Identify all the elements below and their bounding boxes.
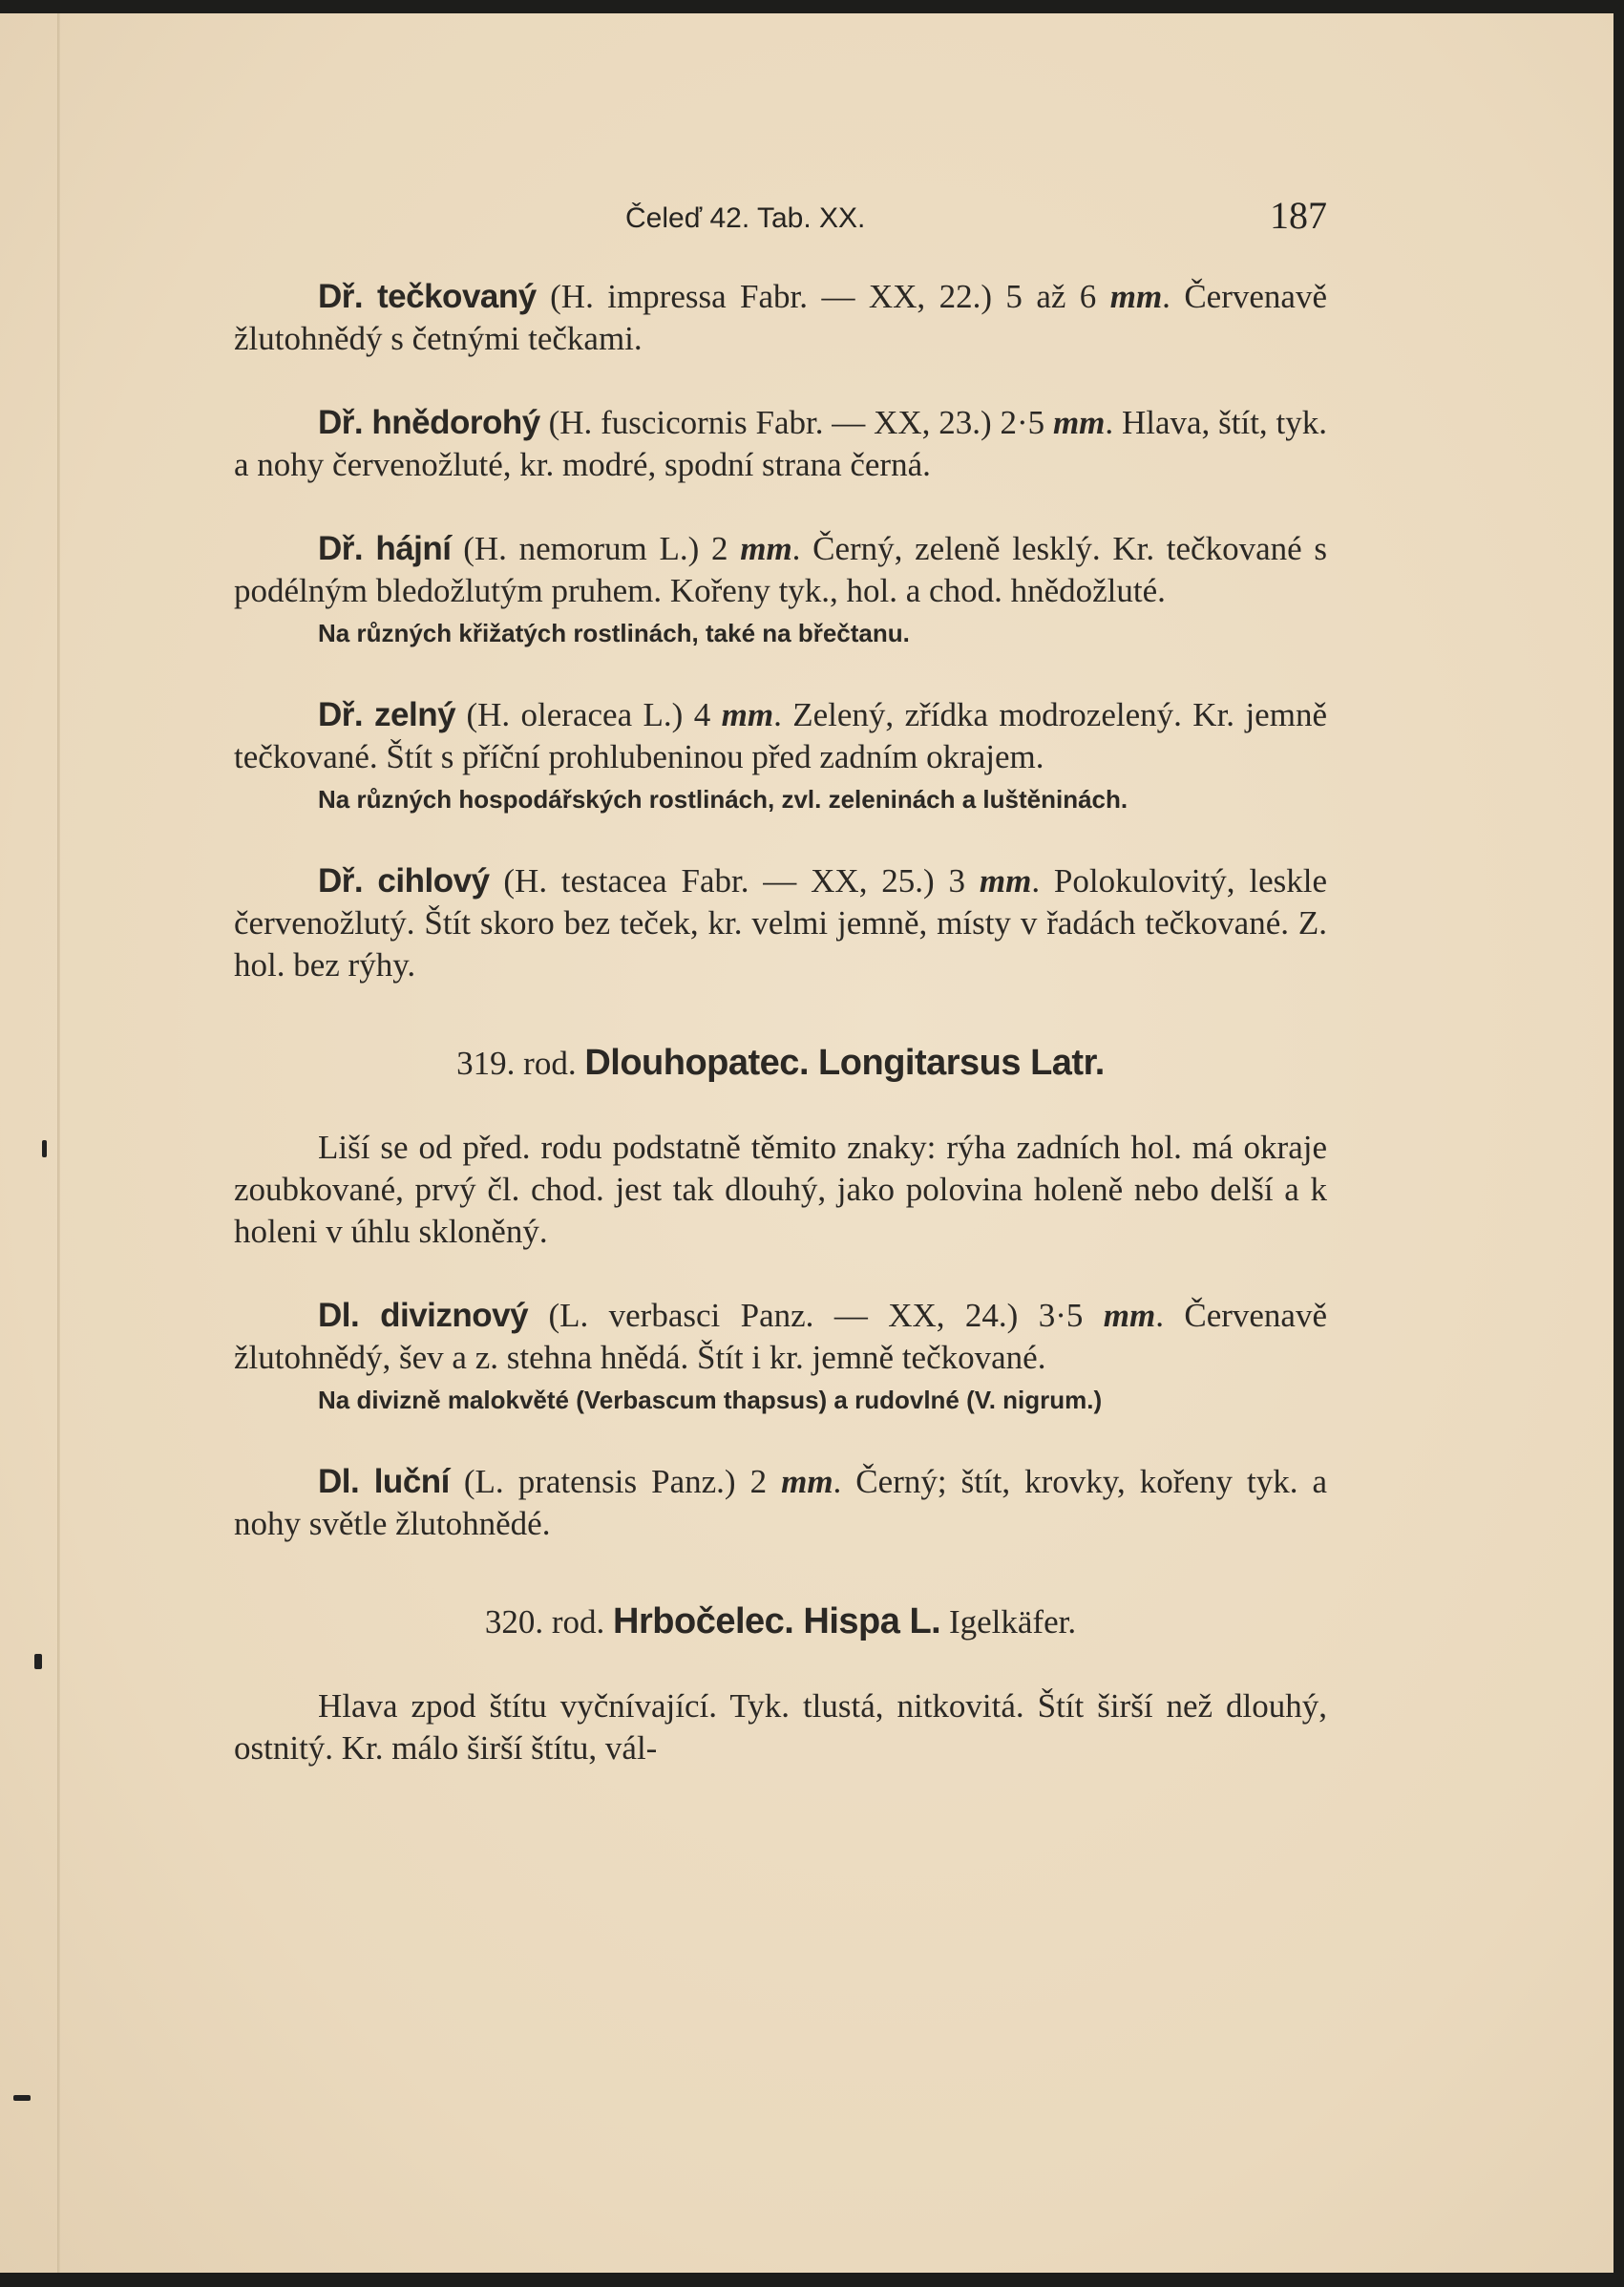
genus-heading — [234, 1600, 1327, 1643]
species-meta: (H. fuscicornis Fabr. — XX, 23.) 2·5 — [539, 404, 1053, 441]
genus-german-name: Igelkäfer. — [940, 1603, 1077, 1641]
species-text — [234, 1461, 1327, 1545]
species-name: Dř. hájní — [318, 530, 452, 567]
unit: mm — [1052, 404, 1106, 441]
habitat-note: Na různých křižatých rostlinách, také na břečtanu. — [318, 619, 910, 647]
species-meta: (L. verbasci Panz. — XX, 24.) 3·5 — [528, 1297, 1104, 1334]
species-description: . Polokulovitý, leskle červenožlutý. Štít skoro bez teček, kr. velmi jemně, místy v řadách tečkované. Z. hol. bez rýhy. — [234, 862, 1328, 984]
species-entry — [234, 276, 1327, 360]
species-name: Dl. diviznový — [318, 1297, 529, 1334]
species-entry — [234, 402, 1327, 486]
species-text — [234, 694, 1327, 778]
species-name: Dř. tečkovaný — [318, 278, 537, 315]
genus-name: Hrbočelec. Hispa L. — [613, 1601, 941, 1641]
gutter-line — [57, 13, 60, 2273]
species-meta: (H. impressa Fabr. — XX, 22.) 5 až 6 — [536, 278, 1110, 315]
habitat-note: Na různých hospodářských rostlinách, zvl. zeleninách a luštěninách. — [318, 785, 1128, 814]
book-page — [0, 13, 1613, 2273]
species-meta: (H. testacea Fabr. — XX, 25.) 3 — [489, 862, 980, 900]
species-meta: (H. oleracea L.) 4 — [455, 696, 722, 733]
species-entry — [234, 528, 1327, 652]
unit: mm — [1103, 1297, 1156, 1334]
genus-description-text: Hlava zpod štítu vyčnívající. Tyk. tlustá, nitkovitá. Štít širší než dlouhý, ostnitý. Kr. málo širší štítu, vál- — [234, 1687, 1327, 1767]
species-text — [234, 402, 1327, 486]
unit: mm — [781, 1463, 833, 1500]
page-content — [234, 276, 1327, 1811]
margin-mark — [42, 1140, 47, 1157]
genus-description — [234, 1685, 1327, 1769]
species-description: . Červenavě žlutohnědý, šev a z. stehna hnědá. Štít i kr. jemně tečkované. — [234, 1297, 1327, 1376]
species-text — [234, 528, 1327, 612]
species-entry — [234, 1295, 1327, 1419]
species-description: . Černý, zeleně lesklý. Kr. tečkované s podélným bledožlutým pruhem. Kořeny tyk., hol. a chod. hnědožluté. — [234, 530, 1327, 609]
habitat-note: Na divizně malokvěté (Verbascum thapsus) a rudovlné (V. nigrum.) — [318, 1386, 1103, 1414]
unit: mm — [979, 862, 1032, 900]
genus-heading — [234, 1042, 1327, 1085]
unit: mm — [1109, 278, 1163, 315]
species-description: . Hlava, štít, tyk. a nohy červenožluté, kr. modré, spodní strana černá. — [234, 404, 1327, 483]
genus-number: 319. rod. — [456, 1045, 585, 1082]
species-text — [234, 1295, 1327, 1379]
species-entry — [234, 694, 1327, 818]
header-section: Čeleď 42. Tab. XX. — [625, 202, 866, 234]
species-name: Dl. luční — [318, 1463, 450, 1500]
species-name: Dř. hnědorohý — [318, 404, 540, 441]
species-description: . Černý; štít, krovky, kořeny tyk. a nohy světle žlutohnědé. — [234, 1463, 1327, 1542]
species-text — [234, 860, 1327, 986]
margin-mark — [13, 2095, 31, 2101]
species-entry — [234, 860, 1327, 986]
unit: mm — [740, 530, 792, 567]
species-description: . Zelený, zřídka modrozelený. Kr. jemně tečkované. Štít s příční prohlubeninou před zadním okrajem. — [234, 696, 1327, 775]
genus-name: Dlouhopatec. Longitarsus Latr. — [584, 1043, 1105, 1083]
species-description: . Červenavě žlutohnědý s četnými tečkami. — [234, 278, 1327, 357]
species-meta: (L. pratensis Panz.) 2 — [449, 1463, 782, 1500]
genus-description-text: Liší se od před. rodu podstatně těmito znaky: rýha zadních hol. má okraje zoubkované, prvý čl. chod. jest tak dlouhý, jako polovina holeně nebo delší a k holeni v úhlu skloněný. — [234, 1129, 1327, 1250]
margin-mark — [34, 1654, 42, 1669]
species-name: Dř. cihlový — [318, 862, 490, 900]
species-entry — [234, 1461, 1327, 1545]
unit: mm — [721, 696, 774, 733]
species-name: Dř. zelný — [318, 696, 456, 733]
species-text — [234, 276, 1327, 360]
genus-description — [234, 1127, 1327, 1253]
page-number: 187 — [1270, 194, 1327, 237]
genus-number: 320. rod. — [484, 1603, 614, 1641]
species-meta: (H. nemorum L.) 2 — [451, 530, 741, 567]
